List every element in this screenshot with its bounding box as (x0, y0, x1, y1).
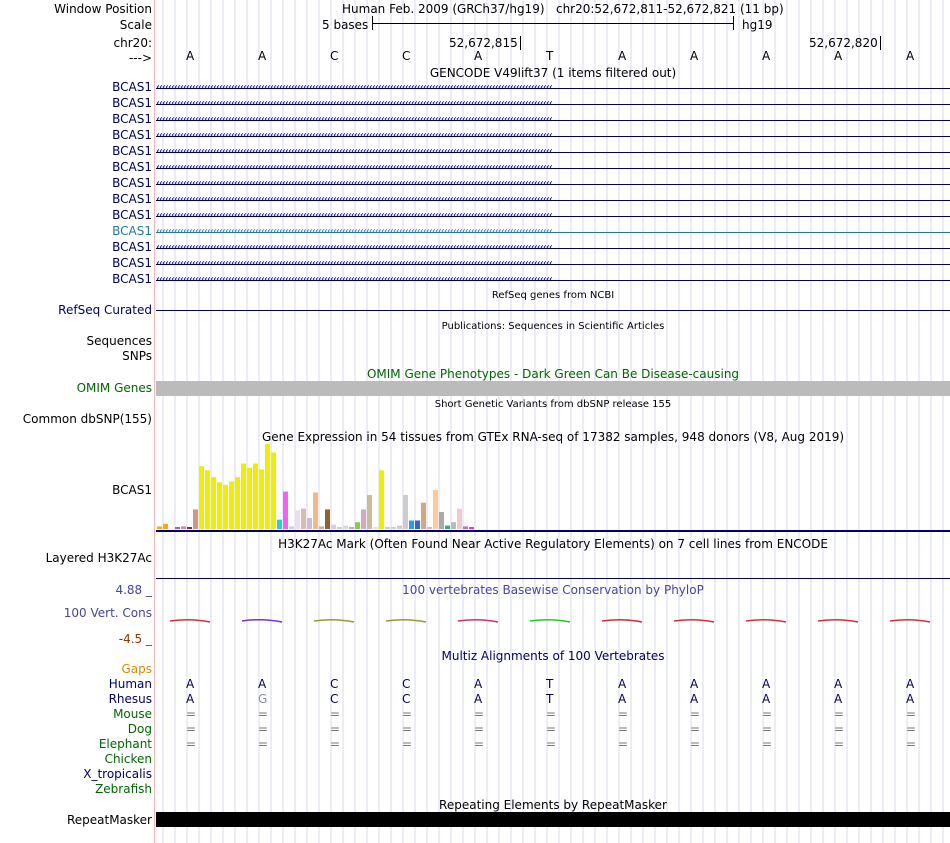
gencode-transcript-label[interactable]: BCAS1 (112, 224, 152, 238)
gtex-tissue-bar[interactable] (229, 481, 234, 529)
refseq-track-title[interactable]: RefSeq genes from NCBI (491, 290, 615, 301)
multiz-base: = (762, 707, 773, 721)
dbsnp-label[interactable]: Common dbSNP(155) (22, 412, 152, 426)
cons-score-segment[interactable] (242, 620, 282, 622)
repeatmasker-bar[interactable] (156, 812, 950, 827)
gencode-transcript-label[interactable]: BCAS1 (112, 80, 152, 94)
multiz-base: A (186, 692, 195, 706)
base-letter: A (906, 49, 915, 63)
multiz-base: = (690, 722, 701, 736)
gtex-tissue-bar[interactable] (349, 527, 354, 529)
gtex-tissue-bar[interactable] (319, 526, 324, 529)
gtex-tissue-bar[interactable] (289, 526, 294, 529)
multiz-species-label[interactable]: X_tropicalis (83, 767, 152, 781)
multiz-base: C (402, 677, 411, 691)
multiz-base: = (762, 737, 773, 751)
multiz-base: T (546, 677, 554, 691)
cons-score-segment[interactable] (386, 620, 426, 622)
gtex-tissue-bar[interactable] (307, 518, 312, 529)
multiz-base: T (546, 692, 554, 706)
cons-score-segment[interactable] (314, 620, 354, 622)
gtex-tissue-bar[interactable] (451, 522, 456, 529)
multiz-base: = (474, 722, 485, 736)
scale-db-text: hg19 (742, 18, 773, 32)
gencode-strand-chevrons: ‹‹‹‹‹‹‹‹‹‹‹‹‹‹‹‹‹‹‹‹‹‹‹‹‹‹‹‹‹‹‹‹‹‹‹‹‹‹‹‹‹‹‹‹‹‹‹‹‹‹‹‹‹‹‹‹‹‹‹‹‹‹‹‹‹‹‹‹‹‹‹‹‹‹‹‹‹‹‹‹‹‹‹‹‹‹‹‹‹‹‹‹‹‹‹‹‹‹‹‹‹‹‹‹‹‹‹‹‹‹‹‹‹‹‹‹‹‹‹‹‹‹‹‹‹‹‹‹‹‹‹‹ (156, 242, 552, 253)
gtex-tissue-bar[interactable] (235, 477, 240, 529)
gencode-transcript-line[interactable] (156, 210, 950, 222)
multiz-base: = (906, 707, 917, 721)
window-position-label: Window Position (54, 2, 152, 16)
multiz-base: = (186, 722, 197, 736)
base-letter: C (402, 49, 411, 63)
base-letter: A (258, 49, 267, 63)
multiz-base: = (834, 722, 845, 736)
gencode-strand-chevrons: ‹‹‹‹‹‹‹‹‹‹‹‹‹‹‹‹‹‹‹‹‹‹‹‹‹‹‹‹‹‹‹‹‹‹‹‹‹‹‹‹‹‹‹‹‹‹‹‹‹‹‹‹‹‹‹‹‹‹‹‹‹‹‹‹‹‹‹‹‹‹‹‹‹‹‹‹‹‹‹‹‹‹‹‹‹‹‹‹‹‹‹‹‹‹‹‹‹‹‹‹‹‹‹‹‹‹‹‹‹‹‹‹‹‹‹‹‹‹‹‹‹‹‹‹‹‹‹‹‹‹‹‹ (156, 194, 552, 205)
gtex-tissue-bar[interactable] (415, 521, 420, 530)
gtex-tissue-bar[interactable] (271, 453, 276, 530)
multiz-base: A (618, 677, 627, 691)
gtex-tissue-bar[interactable] (373, 527, 378, 529)
refseq-label[interactable]: RefSeq Curated (58, 303, 152, 317)
h3k27ac-label[interactable]: Layered H3K27Ac (45, 551, 152, 565)
gtex-tissue-bar[interactable] (205, 470, 210, 529)
gencode-strand-chevrons: ‹‹‹‹‹‹‹‹‹‹‹‹‹‹‹‹‹‹‹‹‹‹‹‹‹‹‹‹‹‹‹‹‹‹‹‹‹‹‹‹‹‹‹‹‹‹‹‹‹‹‹‹‹‹‹‹‹‹‹‹‹‹‹‹‹‹‹‹‹‹‹‹‹‹‹‹‹‹‹‹‹‹‹‹‹‹‹‹‹‹‹‹‹‹‹‹‹‹‹‹‹‹‹‹‹‹‹‹‹‹‹‹‹‹‹‹‹‹‹‹‹‹‹‹‹‹‹‹‹‹‹‹ (156, 82, 552, 93)
gencode-transcript-line[interactable] (156, 274, 950, 286)
multiz-base: = (474, 707, 485, 721)
gencode-strand-chevrons: ‹‹‹‹‹‹‹‹‹‹‹‹‹‹‹‹‹‹‹‹‹‹‹‹‹‹‹‹‹‹‹‹‹‹‹‹‹‹‹‹‹‹‹‹‹‹‹‹‹‹‹‹‹‹‹‹‹‹‹‹‹‹‹‹‹‹‹‹‹‹‹‹‹‹‹‹‹‹‹‹‹‹‹‹‹‹‹‹‹‹‹‹‹‹‹‹‹‹‹‹‹‹‹‹‹‹‹‹‹‹‹‹‹‹‹‹‹‹‹‹‹‹‹‹‹‹‹‹‹‹‹‹ (156, 130, 552, 141)
gtex-gene-baseline (156, 530, 950, 532)
multiz-base: A (906, 692, 915, 706)
gencode-transcript-line[interactable] (156, 258, 950, 270)
multiz-species-label[interactable]: Mouse (113, 707, 152, 721)
gaps-label[interactable]: Gaps (121, 662, 152, 676)
gencode-transcript-line[interactable] (156, 82, 950, 94)
multiz-base: A (834, 692, 843, 706)
gtex-tissue-bar[interactable] (409, 521, 414, 530)
assembly-name: Human Feb. 2009 (GRCh37/hg19) (342, 2, 545, 16)
gencode-transcript-label[interactable]: BCAS1 (112, 256, 152, 270)
dbsnp-track-title[interactable]: Short Genetic Variants from dbSNP release 155 (434, 399, 672, 410)
multiz-base: = (618, 707, 629, 721)
multiz-base: = (762, 722, 773, 736)
multiz-base: A (474, 677, 483, 691)
multiz-base: = (690, 707, 701, 721)
multiz-base: = (330, 707, 341, 721)
strand-arrow-label: ---> (128, 51, 152, 65)
gencode-track-title[interactable]: GENCODE V49lift37 (1 items filtered out) (429, 66, 677, 80)
multiz-base: = (258, 707, 269, 721)
multiz-base: = (690, 737, 701, 751)
gtex-tissue-bar[interactable] (253, 464, 258, 529)
gencode-transcript-label[interactable]: BCAS1 (112, 240, 152, 254)
gencode-transcript-label[interactable]: BCAS1 (112, 208, 152, 222)
gtex-tissue-bar[interactable] (241, 464, 246, 529)
cons-score-segment[interactable] (458, 620, 498, 622)
gtex-tissue-bar[interactable] (325, 509, 330, 529)
multiz-base: = (402, 722, 413, 736)
multiz-base: C (330, 677, 339, 691)
gtex-tissue-bar[interactable] (157, 526, 162, 529)
cons-score-segment[interactable] (602, 620, 642, 622)
repeatmasker-label[interactable]: RepeatMasker (66, 813, 152, 827)
h3k27ac-baseline (156, 578, 950, 579)
base-letter: A (618, 49, 627, 63)
multiz-species-label[interactable]: Elephant (98, 737, 152, 751)
base-letter: A (834, 49, 843, 63)
scale-bases-text: 5 bases (322, 18, 369, 32)
gtex-tissue-bar[interactable] (343, 526, 348, 529)
gtex-tissue-bar[interactable] (277, 520, 282, 529)
cons-min-label: -4.5 _ (118, 632, 152, 646)
window-coordinates: chr20:52,672,811-52,672,821 (11 bp) (555, 2, 784, 16)
gencode-strand-chevrons: ‹‹‹‹‹‹‹‹‹‹‹‹‹‹‹‹‹‹‹‹‹‹‹‹‹‹‹‹‹‹‹‹‹‹‹‹‹‹‹‹‹‹‹‹‹‹‹‹‹‹‹‹‹‹‹‹‹‹‹‹‹‹‹‹‹‹‹‹‹‹‹‹‹‹‹‹‹‹‹‹‹‹‹‹‹‹‹‹‹‹‹‹‹‹‹‹‹‹‹‹‹‹‹‹‹‹‹‹‹‹‹‹‹‹‹‹‹‹‹‹‹‹‹‹‹‹‹‹‹‹‹‹ (156, 178, 552, 189)
cons-max-label: 4.88 _ (115, 583, 152, 597)
multiz-base: A (258, 677, 267, 691)
multiz-track-title[interactable]: Multiz Alignments of 100 Vertebrates (441, 649, 665, 663)
gtex-tissue-bar[interactable] (463, 526, 468, 529)
multiz-base: C (402, 692, 411, 706)
gtex-tissue-bar[interactable] (397, 526, 402, 529)
gencode-transcript-label[interactable]: BCAS1 (112, 144, 152, 158)
gencode-strand-chevrons: ‹‹‹‹‹‹‹‹‹‹‹‹‹‹‹‹‹‹‹‹‹‹‹‹‹‹‹‹‹‹‹‹‹‹‹‹‹‹‹‹‹‹‹‹‹‹‹‹‹‹‹‹‹‹‹‹‹‹‹‹‹‹‹‹‹‹‹‹‹‹‹‹‹‹‹‹‹‹‹‹‹‹‹‹‹‹‹‹‹‹‹‹‹‹‹‹‹‹‹‹‹‹‹‹‹‹‹‹‹‹‹‹‹‹‹‹‹‹‹‹‹‹‹‹‹‹‹‹‹‹‹‹ (156, 210, 552, 221)
label-area-divider (154, 0, 155, 843)
h3k27ac-track-title[interactable]: H3K27Ac Mark (Often Found Near Active Regulatory Elements) on 7 cell lines from ENCODE (278, 537, 828, 551)
base-letter: A (186, 49, 195, 63)
gtex-tissue-bar[interactable] (313, 492, 318, 529)
multiz-base: A (690, 677, 699, 691)
multiz-base: = (834, 707, 845, 721)
multiz-base: = (402, 737, 413, 751)
gtex-tissue-bar[interactable] (445, 526, 450, 529)
gtex-tissue-bar[interactable] (163, 524, 168, 529)
multiz-base: = (618, 737, 629, 751)
gencode-transcript-line[interactable] (156, 162, 950, 174)
base-letter: T (546, 49, 554, 63)
gtex-tissue-bar[interactable] (337, 527, 342, 529)
gencode-transcript-line[interactable] (156, 146, 950, 158)
chrom-label: chr20: (113, 36, 152, 50)
multiz-base: A (762, 692, 771, 706)
cons-score-segment[interactable] (818, 620, 858, 622)
gtex-tissue-bar[interactable] (259, 470, 264, 530)
gencode-transcript-line[interactable] (156, 98, 950, 110)
multiz-base: A (834, 677, 843, 691)
multiz-base: G (258, 692, 268, 706)
multiz-base: = (618, 722, 629, 736)
gtex-expression-chart[interactable] (156, 440, 950, 534)
multiz-base: A (618, 692, 627, 706)
scale-label: Scale (119, 18, 152, 32)
gtex-tissue-bar[interactable] (265, 444, 270, 529)
gencode-transcript-line[interactable] (156, 114, 950, 126)
gencode-strand-chevrons: ‹‹‹‹‹‹‹‹‹‹‹‹‹‹‹‹‹‹‹‹‹‹‹‹‹‹‹‹‹‹‹‹‹‹‹‹‹‹‹‹‹‹‹‹‹‹‹‹‹‹‹‹‹‹‹‹‹‹‹‹‹‹‹‹‹‹‹‹‹‹‹‹‹‹‹‹‹‹‹‹‹‹‹‹‹‹‹‹‹‹‹‹‹‹‹‹‹‹‹‹‹‹‹‹‹‹‹‹‹‹‹‹‹‹‹‹‹‹‹‹‹‹‹‹‹‹‹‹‹‹‹‹ (156, 258, 552, 269)
base-letter: A (474, 49, 483, 63)
repeat-track-title[interactable]: Repeating Elements by RepeatMasker (439, 798, 667, 812)
gencode-transcript-label[interactable]: BCAS1 (112, 176, 152, 190)
multiz-base: = (906, 737, 917, 751)
gtex-tissue-bar[interactable] (295, 510, 300, 529)
gencode-strand-chevrons: ‹‹‹‹‹‹‹‹‹‹‹‹‹‹‹‹‹‹‹‹‹‹‹‹‹‹‹‹‹‹‹‹‹‹‹‹‹‹‹‹‹‹‹‹‹‹‹‹‹‹‹‹‹‹‹‹‹‹‹‹‹‹‹‹‹‹‹‹‹‹‹‹‹‹‹‹‹‹‹‹‹‹‹‹‹‹‹‹‹‹‹‹‹‹‹‹‹‹‹‹‹‹‹‹‹‹‹‹‹‹‹‹‹‹‹‹‹‹‹‹‹‹‹‹‹‹‹‹‹‹‹‹ (156, 98, 552, 109)
gencode-transcript-line[interactable] (156, 194, 950, 206)
omim-track-title[interactable]: OMIM Gene Phenotypes - Dark Green Can Be Disease-causing (366, 367, 740, 381)
refseq-gene-line[interactable] (156, 310, 950, 311)
publications-track-title[interactable]: Publications: Sequences in Scientific Articles (441, 321, 665, 332)
gtex-tissue-bar[interactable] (469, 527, 474, 529)
gtex-tissue-bar[interactable] (175, 527, 180, 529)
sequences-label[interactable]: Sequences (86, 334, 152, 348)
multiz-base: = (546, 722, 557, 736)
gtex-tissue-bar[interactable] (385, 527, 390, 529)
gencode-transcript-label[interactable]: BCAS1 (112, 128, 152, 142)
coord-tick-right (809, 36, 881, 50)
gencode-strand-chevrons: ‹‹‹‹‹‹‹‹‹‹‹‹‹‹‹‹‹‹‹‹‹‹‹‹‹‹‹‹‹‹‹‹‹‹‹‹‹‹‹‹‹‹‹‹‹‹‹‹‹‹‹‹‹‹‹‹‹‹‹‹‹‹‹‹‹‹‹‹‹‹‹‹‹‹‹‹‹‹‹‹‹‹‹‹‹‹‹‹‹‹‹‹‹‹‹‹‹‹‹‹‹‹‹‹‹‹‹‹‹‹‹‹‹‹‹‹‹‹‹‹‹‹‹‹‹‹‹‹‹‹‹‹ (156, 274, 552, 285)
coord-tick-left (449, 36, 521, 50)
cons-score-segment[interactable] (890, 620, 930, 622)
gtex-tissue-bar[interactable] (421, 503, 426, 529)
multiz-base: = (258, 722, 269, 736)
gencode-transcript-line[interactable] (156, 178, 950, 190)
gtex-tissue-bar[interactable] (355, 522, 360, 529)
base-letter: A (762, 49, 771, 63)
cons-wiggle[interactable] (156, 612, 950, 632)
gtex-tissue-bar[interactable] (433, 490, 438, 529)
gtex-tissue-bar[interactable] (283, 492, 288, 529)
cons-track-title[interactable]: 100 vertebrates Basewise Conservation by PhyloP (402, 583, 704, 597)
gtex-tissue-bar[interactable] (217, 482, 222, 529)
multiz-base: = (546, 737, 557, 751)
multiz-base: = (330, 722, 341, 736)
multiz-species-label[interactable]: Human (108, 677, 152, 691)
cons-score-segment[interactable] (674, 620, 714, 622)
gencode-transcript-label[interactable]: BCAS1 (112, 192, 152, 206)
cons-score-segment[interactable] (746, 620, 786, 622)
multiz-base: = (330, 737, 341, 751)
gencode-transcript-line[interactable] (156, 242, 950, 254)
multiz-base: A (762, 677, 771, 691)
coord-right-value: 52,672,820 (809, 36, 878, 50)
cons-score-segment[interactable] (170, 620, 210, 622)
multiz-base: = (834, 737, 845, 751)
multiz-base: = (186, 707, 197, 721)
multiz-base: = (186, 737, 197, 751)
gtex-tissue-bar[interactable] (379, 470, 384, 529)
multiz-species-label[interactable]: Zebrafish (95, 782, 152, 796)
omim-gene-bar[interactable] (156, 381, 950, 396)
multiz-species-label[interactable]: Chicken (104, 752, 152, 766)
multiz-base: C (330, 692, 339, 706)
gtex-tissue-bar[interactable] (211, 477, 216, 529)
gencode-strand-chevrons: ‹‹‹‹‹‹‹‹‹‹‹‹‹‹‹‹‹‹‹‹‹‹‹‹‹‹‹‹‹‹‹‹‹‹‹‹‹‹‹‹‹‹‹‹‹‹‹‹‹‹‹‹‹‹‹‹‹‹‹‹‹‹‹‹‹‹‹‹‹‹‹‹‹‹‹‹‹‹‹‹‹‹‹‹‹‹‹‹‹‹‹‹‹‹‹‹‹‹‹‹‹‹‹‹‹‹‹‹‹‹‹‹‹‹‹‹‹‹‹‹‹‹‹‹‹‹‹‹‹‹‹‹ (156, 226, 552, 237)
multiz-base: A (906, 677, 915, 691)
gtex-gene-label[interactable]: BCAS1 (112, 483, 152, 497)
gencode-strand-chevrons: ‹‹‹‹‹‹‹‹‹‹‹‹‹‹‹‹‹‹‹‹‹‹‹‹‹‹‹‹‹‹‹‹‹‹‹‹‹‹‹‹‹‹‹‹‹‹‹‹‹‹‹‹‹‹‹‹‹‹‹‹‹‹‹‹‹‹‹‹‹‹‹‹‹‹‹‹‹‹‹‹‹‹‹‹‹‹‹‹‹‹‹‹‹‹‹‹‹‹‹‹‹‹‹‹‹‹‹‹‹‹‹‹‹‹‹‹‹‹‹‹‹‹‹‹‹‹‹‹‹‹‹‹ (156, 114, 552, 125)
multiz-species-label[interactable]: Dog (127, 722, 152, 736)
assembly-text (342, 2, 784, 16)
multiz-base: = (402, 707, 413, 721)
gtex-tissue-bar[interactable] (361, 509, 366, 529)
gtex-tissue-bar[interactable] (439, 512, 444, 529)
multiz-base: = (546, 707, 557, 721)
gtex-track-title[interactable]: Gene Expression in 54 tissues from GTEx RNA-seq of 17382 samples, 948 donors (V8, Aug 2019) (261, 430, 845, 444)
cons-score-segment[interactable] (530, 620, 570, 622)
gencode-transcript-line[interactable] (156, 130, 950, 142)
gtex-tissue-bar[interactable] (193, 509, 198, 529)
multiz-base: A (186, 677, 195, 691)
gencode-transcript-label[interactable]: BCAS1 (112, 272, 152, 286)
gtex-tissue-bar[interactable] (301, 509, 306, 529)
gtex-tissue-bar[interactable] (199, 466, 204, 529)
gencode-transcript-label[interactable]: BCAS1 (112, 160, 152, 174)
coord-left-value: 52,672,815 (449, 36, 518, 50)
multiz-base: = (258, 737, 269, 751)
gtex-tissue-bar[interactable] (247, 468, 252, 529)
snps-label[interactable]: SNPs (122, 349, 152, 363)
gtex-tissue-bar[interactable] (367, 495, 372, 529)
cons-label[interactable]: 100 Vert. Cons (63, 606, 152, 620)
multiz-base: = (906, 722, 917, 736)
omim-label[interactable]: OMIM Genes (76, 381, 152, 395)
multiz-base: A (690, 692, 699, 706)
gencode-transcript-label[interactable]: BCAS1 (112, 96, 152, 110)
gencode-strand-chevrons: ‹‹‹‹‹‹‹‹‹‹‹‹‹‹‹‹‹‹‹‹‹‹‹‹‹‹‹‹‹‹‹‹‹‹‹‹‹‹‹‹‹‹‹‹‹‹‹‹‹‹‹‹‹‹‹‹‹‹‹‹‹‹‹‹‹‹‹‹‹‹‹‹‹‹‹‹‹‹‹‹‹‹‹‹‹‹‹‹‹‹‹‹‹‹‹‹‹‹‹‹‹‹‹‹‹‹‹‹‹‹‹‹‹‹‹‹‹‹‹‹‹‹‹‹‹‹‹‹‹‹‹‹ (156, 146, 552, 157)
multiz-base: A (474, 692, 483, 706)
multiz-species-label[interactable]: Rhesus (108, 692, 152, 706)
gtex-tissue-bar[interactable] (331, 525, 336, 529)
gtex-tissue-bar[interactable] (403, 495, 408, 529)
gtex-tissue-bar[interactable] (187, 527, 192, 529)
gencode-transcript-line[interactable] (156, 226, 950, 238)
gtex-tissue-bar[interactable] (391, 527, 396, 529)
gtex-tissue-bar[interactable] (223, 485, 228, 529)
gtex-tissue-bar[interactable] (181, 526, 186, 529)
gencode-transcript-label[interactable]: BCAS1 (112, 112, 152, 126)
multiz-base: = (474, 737, 485, 751)
gtex-tissue-bar[interactable] (457, 509, 462, 529)
gtex-tissue-bar[interactable] (427, 527, 432, 529)
scale-bar (372, 16, 734, 30)
base-letter: C (330, 49, 339, 63)
gencode-strand-chevrons: ‹‹‹‹‹‹‹‹‹‹‹‹‹‹‹‹‹‹‹‹‹‹‹‹‹‹‹‹‹‹‹‹‹‹‹‹‹‹‹‹‹‹‹‹‹‹‹‹‹‹‹‹‹‹‹‹‹‹‹‹‹‹‹‹‹‹‹‹‹‹‹‹‹‹‹‹‹‹‹‹‹‹‹‹‹‹‹‹‹‹‹‹‹‹‹‹‹‹‹‹‹‹‹‹‹‹‹‹‹‹‹‹‹‹‹‹‹‹‹‹‹‹‹‹‹‹‹‹‹‹‹‹ (156, 162, 552, 173)
base-letter: A (690, 49, 699, 63)
